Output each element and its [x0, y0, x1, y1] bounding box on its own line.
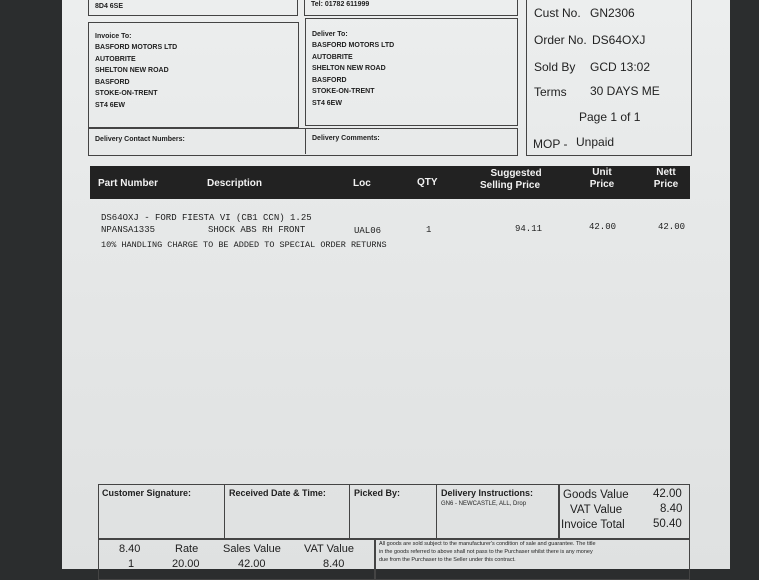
- vat-rate: 20.00: [172, 558, 200, 570]
- picked-by-label: Picked By:: [354, 488, 401, 498]
- address-line: STOKE-ON-TRENT: [95, 90, 158, 97]
- page-indicator: Page 1 of 1: [579, 110, 641, 124]
- mop-label: MOP -: [533, 137, 568, 151]
- terms-text-line: due from the Purchaser to the Seller under this contract.: [379, 557, 516, 563]
- invoice-addr-tail: 8D4 6SE: [95, 3, 124, 10]
- col-description: Description: [207, 178, 263, 189]
- terms-text-line: in the goods referred to above shall not pass to the Purchaser whilst there is any money: [379, 549, 593, 555]
- order-info-box: [526, 0, 692, 156]
- delivery-instructions-label: Delivery Instructions:: [441, 488, 534, 498]
- address-line: ST4 6EW: [312, 99, 342, 107]
- vat-sales-value: 42.00: [238, 558, 266, 570]
- col-qty: QTY: [417, 177, 438, 188]
- address-line: BASFORD MOTORS LTD: [95, 44, 178, 51]
- customer-signature-label: Customer Signature:: [102, 488, 192, 498]
- invoice-total-value: 50.40: [653, 518, 682, 530]
- delivery-box-divider: [305, 128, 306, 154]
- address-line: STOKE-ON-TRENT: [312, 88, 375, 95]
- received-label: Received Date & Time:: [229, 488, 326, 498]
- col-unit-2: Price: [589, 179, 615, 190]
- delivery-instructions-value: GN6 - NEWCASTLE, ALL, Drop: [441, 501, 527, 507]
- footer-divider: [349, 484, 350, 538]
- mop-value: Unpaid: [576, 135, 615, 149]
- address-line: AUTOBRITE: [95, 55, 136, 63]
- invoice-to-label: Invoice To:: [95, 33, 132, 40]
- row-nett-price: 42.00: [658, 222, 686, 232]
- col-suggested-2: Selling Price: [479, 180, 541, 191]
- row-part-number: NPANSA1335: [101, 225, 156, 235]
- col-suggested-1: Suggested: [490, 168, 542, 179]
- vehicle-line: DS64OXJ - FORD FIESTA VI (CB1 CCN) 1.25: [101, 213, 312, 223]
- terms-value: 30 DAYS ME: [590, 84, 660, 98]
- row-qty: 1: [426, 225, 432, 235]
- handling-note: 10% HANDLING CHARGE TO BE ADDED TO SPECIAL ORDER RETURNS: [101, 240, 387, 250]
- order-no-label: Order No.: [534, 33, 587, 47]
- footer-divider: [436, 484, 437, 538]
- sold-by-value: GCD 13:02: [590, 60, 651, 74]
- address-line: AUTOBRITE: [312, 53, 353, 61]
- goods-value: 42.00: [653, 488, 682, 500]
- deliver-to-address: [312, 41, 394, 110]
- col-part-number: Part Number: [98, 178, 159, 189]
- goods-value-label: Goods Value: [563, 489, 629, 501]
- col-loc: Loc: [353, 178, 371, 189]
- col-nett-1: Nett: [656, 167, 676, 178]
- deliver-to-label: Deliver To:: [312, 31, 348, 38]
- terms-text-line: All goods are sold subject to the manufacturer's condition of sale and guarantee. The title: [379, 541, 596, 547]
- address-line: BASFORD: [312, 76, 347, 84]
- delivery-comments-label: Delivery Comments:: [312, 135, 380, 142]
- address-line: SHELTON NEW ROAD: [312, 65, 386, 72]
- col-nett-2: Price: [653, 179, 679, 190]
- row-unit-price: 42.00: [589, 222, 617, 232]
- invoice-total-label: Invoice Total: [561, 519, 625, 531]
- terms-label: Terms: [534, 85, 567, 99]
- vat-code: 1: [128, 558, 135, 570]
- delivery-contact-label: Delivery Contact Numbers:: [95, 136, 185, 143]
- row-description: SHOCK ABS RH FRONT: [208, 225, 306, 235]
- address-line: ST4 6EW: [95, 101, 125, 109]
- row-suggested-price: 94.11: [515, 224, 543, 234]
- vat-value: 8.40: [660, 503, 683, 515]
- table-header: [90, 166, 690, 199]
- cust-no-value: GN2306: [590, 6, 635, 20]
- address-line: BASFORD: [95, 78, 130, 86]
- vat-vat-label: VAT Value: [304, 543, 354, 555]
- vat-rate-label: Rate: [175, 543, 199, 555]
- footer-divider: [224, 484, 225, 538]
- vat-sales-label: Sales Value: [223, 543, 281, 555]
- vat-vat-value: 8.40: [323, 558, 345, 570]
- address-line: BASFORD MOTORS LTD: [312, 42, 395, 49]
- deliver-phone: Tel: 01782 611999: [311, 1, 370, 8]
- order-no-value: DS64OXJ: [592, 33, 646, 47]
- col-unit-1: Unit: [592, 167, 612, 178]
- sold-by-label: Sold By: [534, 60, 576, 74]
- row-loc: UAL06: [354, 226, 382, 236]
- invoice-to-address: [95, 43, 177, 112]
- vat-value-label: VAT Value: [570, 504, 623, 516]
- cust-no-label: Cust No.: [534, 6, 581, 20]
- vat-left-value: 8.40: [119, 543, 141, 555]
- address-line: SHELTON NEW ROAD: [95, 67, 169, 74]
